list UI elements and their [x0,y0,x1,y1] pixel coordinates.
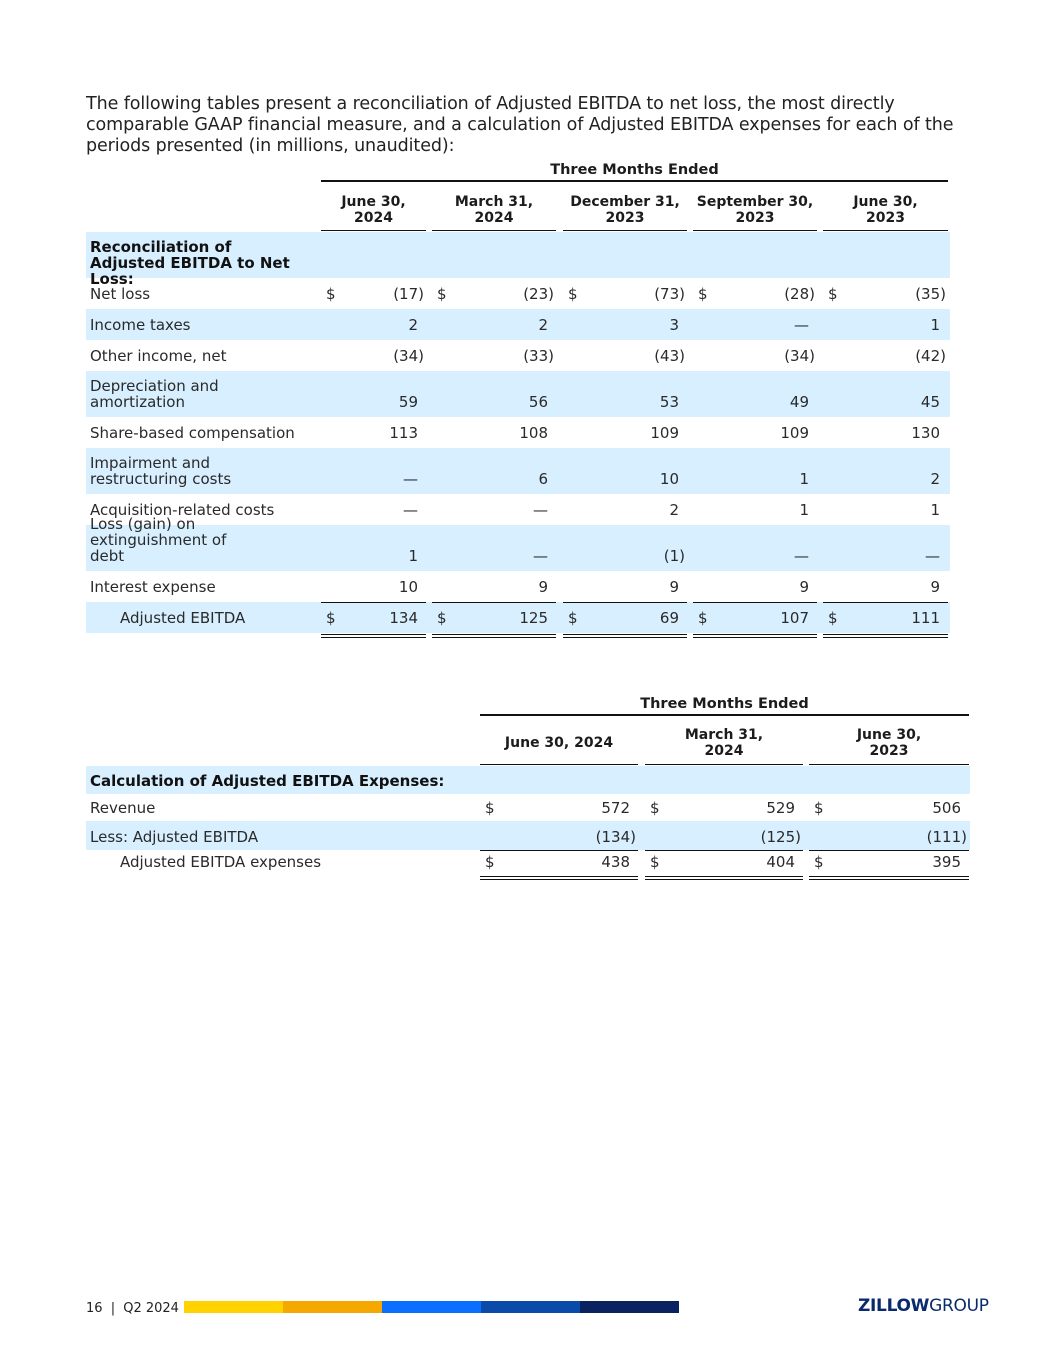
table-cell: 130 [911,424,940,442]
table-cell: (42) [915,347,946,365]
table-row [86,850,970,875]
row-label: Other income, net [90,347,227,365]
table-cell: 125 [519,609,548,627]
table1-column-header: June 30, 2023 [823,190,948,231]
table-cell: 59 [398,393,418,411]
table-row [86,371,950,417]
table1-column-header: September 30, 2023 [693,190,817,231]
zillow-group-logo: ZILLOWGROUP [858,1296,989,1316]
row-label: Acquisition-related costs [90,501,275,519]
table-cell: 572 [601,799,630,817]
total-rule [563,602,687,603]
table-cell: 3 [669,316,679,334]
table-cell: (111) [926,828,967,846]
table2-section-label: Calculation of Adjusted EBITDA Expenses: [90,772,445,790]
row-label: Impairment and restructuring costs [90,454,232,488]
currency-symbol: $ [485,853,495,871]
total-rule [321,602,426,603]
reconciliation-table [86,160,950,640]
table-cell: 2 [669,501,679,519]
intro-paragraph: The following tables present a reconciliation of Adjusted EBITDA to net loss, the most directly comparable GAAP financial measure, and a calculation of Adjusted EBITDA expenses for each of the periods presented (in millions, unaudited): [86,93,954,156]
table2-section-row [86,766,970,794]
row-label: Loss (gain) on extinguishment of debt [90,515,227,565]
table-cell: 109 [780,424,809,442]
page-number: 16 [86,1301,103,1316]
table-cell: (73) [654,285,685,303]
color-bar-segment [184,1301,283,1313]
row-label: Net loss [90,285,151,303]
currency-symbol: $ [650,799,660,817]
table-cell: 395 [932,853,961,871]
double-rule [823,634,948,638]
table1-section-row [86,232,950,288]
total-rule [823,602,948,603]
table-cell: 6 [538,470,548,488]
color-bar-segment [481,1301,580,1313]
row-label: Share-based compensation [90,424,295,442]
table1-section-label: Reconciliation of Adjusted EBITDA to Net Loss: [90,238,290,288]
table-cell: — [925,547,940,565]
table-cell: 438 [601,853,630,871]
table-cell: 56 [528,393,548,411]
report-period: Q2 2024 [123,1301,179,1316]
table-cell: 113 [389,424,418,442]
table-cell: 10 [659,470,679,488]
table-cell: 506 [932,799,961,817]
double-rule [432,634,556,638]
table1-group-header: Three Months Ended [321,162,948,182]
table-cell: — [403,470,418,488]
currency-symbol: $ [650,853,660,871]
double-rule [645,876,803,880]
table1-column-header: March 31, 2024 [432,190,556,231]
double-rule [563,634,687,638]
row-label: Less: Adjusted EBITDA [90,828,259,846]
table-cell: — [533,501,548,519]
table2-column-header: June 30, 2024 [480,722,638,765]
currency-symbol: $ [828,285,838,303]
table-row [86,417,950,448]
table-cell: (34) [393,347,424,365]
row-label: Interest expense [90,578,216,596]
table1-column-header: December 31, 2023 [563,190,687,231]
table-row [86,448,950,494]
total-rule [432,602,556,603]
double-rule [809,876,969,880]
table-row [86,515,950,571]
table-cell: 529 [766,799,795,817]
table2-column-header: June 30, 2023 [809,722,969,765]
currency-symbol: $ [326,285,336,303]
table-cell: 2 [408,316,418,334]
currency-symbol: $ [828,609,838,627]
table-cell: — [403,501,418,519]
color-bar-segment [283,1301,382,1313]
table-cell: 1 [799,470,809,488]
table2-group-header: Three Months Ended [480,696,969,716]
currency-symbol: $ [568,609,578,627]
row-label: Adjusted EBITDA [120,609,246,627]
table-cell: — [794,316,809,334]
table-cell: — [794,547,809,565]
table-cell: (35) [915,285,946,303]
color-bar-segment [580,1301,679,1313]
table-cell: 1 [408,547,418,565]
table-cell: 9 [799,578,809,596]
table-cell: 1 [799,501,809,519]
currency-symbol: $ [814,799,824,817]
table-cell: 1 [930,316,940,334]
table-row [86,821,970,850]
currency-symbol: $ [568,285,578,303]
table-cell: 109 [650,424,679,442]
ebitda-expenses-table [86,694,970,884]
total-rule [693,602,817,603]
table-cell: 9 [669,578,679,596]
table-cell: 1 [930,501,940,519]
table-cell: (43) [654,347,685,365]
table-cell: (134) [595,828,636,846]
currency-symbol: $ [485,799,495,817]
row-label: Income taxes [90,316,191,334]
table-cell: (1) [663,547,685,565]
row-label: Revenue [90,799,156,817]
table-cell: 53 [659,393,679,411]
table-cell: (34) [784,347,815,365]
table1-column-header: June 30, 2024 [321,190,426,231]
row-label: Depreciation and amortization [90,377,219,411]
currency-symbol: $ [437,285,447,303]
table-cell: 404 [766,853,795,871]
table-row [86,794,970,821]
double-rule [693,634,817,638]
footer-separator: | [110,1301,116,1316]
page-footer [86,1301,179,1316]
table-cell: 45 [920,393,940,411]
table-cell: 9 [930,578,940,596]
currency-symbol: $ [326,609,336,627]
table-row [86,571,950,602]
table-cell: 134 [389,609,418,627]
table-row [86,602,950,633]
table-row [86,340,950,371]
currency-symbol: $ [698,609,708,627]
table-cell: 9 [538,578,548,596]
total-rule [480,850,638,851]
table-cell: 10 [398,578,418,596]
row-label: Adjusted EBITDA expenses [120,853,322,871]
table-cell: (23) [523,285,554,303]
table-cell: (33) [523,347,554,365]
table-row [86,309,950,340]
table-cell: 69 [659,609,679,627]
table2-column-header: March 31, 2024 [645,722,803,765]
table-cell: (17) [393,285,424,303]
table-row [86,278,950,309]
color-bar-segment [382,1301,481,1313]
total-rule [809,850,969,851]
currency-symbol: $ [437,609,447,627]
table-cell: 49 [789,393,809,411]
currency-symbol: $ [814,853,824,871]
double-rule [480,876,638,880]
table-cell: 107 [780,609,809,627]
table-cell: (28) [784,285,815,303]
table-cell: 2 [538,316,548,334]
currency-symbol: $ [698,285,708,303]
double-rule [321,634,426,638]
table-cell: (125) [760,828,801,846]
table-cell: 108 [519,424,548,442]
table-cell: 2 [930,470,940,488]
table-cell: — [533,547,548,565]
table-cell: 111 [911,609,940,627]
total-rule [645,850,803,851]
